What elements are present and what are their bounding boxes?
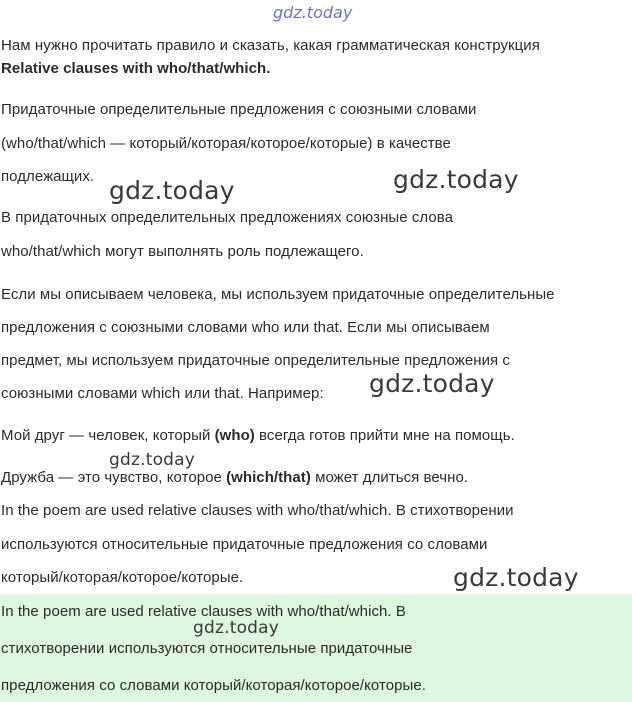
example-2 (1, 469, 468, 486)
watermark-2: gdz.today (393, 165, 519, 194)
watermark-4: gdz.today (109, 450, 196, 470)
paragraph-1-line-2: (who/that/which — который/которая/которое/которые) в качестве (1, 135, 451, 152)
paragraph-4-line-3: который/которая/которое/которые. (1, 569, 244, 586)
example-1-highlight: (who) (214, 427, 255, 444)
intro-line-2-grammar-construction: Relative clauses with who/that/which. (1, 60, 271, 77)
paragraph-3-line-2: предложения с союзными словами who или that. Если мы описываем (1, 319, 490, 336)
example-1-text-before: Мой друг — человек, который (1, 427, 215, 444)
answer-line-3: предложения со словами который/которая/которое/которые. (1, 677, 426, 694)
answer-line-2: стихотворении используются относительные придаточные (1, 640, 413, 657)
intro-line-1: Нам нужно прочитать правило и сказать, какая грамматическая конструкция (1, 37, 540, 54)
paragraph-4-line-1: In the poem are used relative clauses with who/that/which. В стихотворении (1, 502, 514, 519)
paragraph-1-line-3: подлежащих. (1, 168, 95, 185)
answer-line-1: In the poem are used relative clauses with who/that/which. В (1, 603, 406, 620)
paragraph-3-line-4: союзными словами which или that. Например: (1, 385, 324, 402)
paragraph-4-line-2: используются относительные придаточные предложения со словами (1, 536, 488, 553)
watermark-6: gdz.today (193, 618, 280, 638)
watermark-5: gdz.today (453, 563, 579, 592)
paragraph-3-line-3: предмет, мы используем придаточные определительные предложения с (1, 352, 510, 369)
example-2-text-before: Дружба — это чувство, которое (1, 469, 227, 486)
header-watermark: gdz.today (273, 3, 353, 22)
example-1 (1, 427, 515, 444)
paragraph-2-line-1: В придаточных определительных предложениях союзные слова (1, 209, 454, 226)
paragraph-3-line-1: Если мы описываем человека, мы используем придаточные определительные (1, 286, 555, 303)
example-2-text-after: может длиться вечно. (310, 469, 469, 486)
example-1-text-after: всегда готов прийти мне на помощь. (254, 427, 515, 444)
paragraph-1-line-1: Придаточные определительные предложения с союзными словами (1, 101, 477, 118)
example-2-highlight: (which/that) (226, 469, 311, 486)
watermark-3: gdz.today (369, 369, 495, 398)
watermark-1: gdz.today (109, 176, 235, 205)
paragraph-2-line-2: who/that/which могут выполнять роль подлежащего. (1, 243, 364, 260)
